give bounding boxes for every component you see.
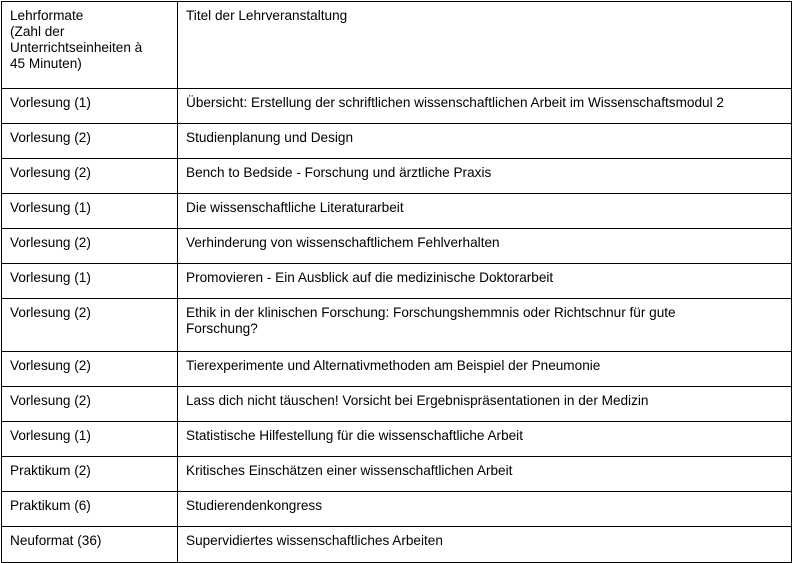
format-cell: Vorlesung (1) xyxy=(2,89,178,124)
table-row xyxy=(2,229,792,264)
header-cell-format xyxy=(2,2,178,89)
table-row xyxy=(2,492,792,527)
title-cell: Statistische Hilfestellung für die wissenschaftliche Arbeit xyxy=(178,422,792,457)
header-format-line: 45 Minuten) xyxy=(10,56,82,71)
table-row xyxy=(2,422,792,457)
table-row xyxy=(2,124,792,159)
title-cell: Tierexperimente und Alternativmethoden am Beispiel der Pneumonie xyxy=(178,352,792,387)
format-cell: Vorlesung (1) xyxy=(2,194,178,229)
title-cell: Lass dich nicht täuschen! Vorsicht bei Ergebnispräsentationen in der Medizin xyxy=(178,387,792,422)
table-row xyxy=(2,457,792,492)
format-cell: Vorlesung (2) xyxy=(2,124,178,159)
format-cell: Vorlesung (2) xyxy=(2,299,178,352)
title-cell: Studierendenkongress xyxy=(178,492,792,527)
table-row xyxy=(2,387,792,422)
format-cell: Vorlesung (1) xyxy=(2,264,178,299)
format-cell: Vorlesung (2) xyxy=(2,387,178,422)
course-table xyxy=(1,1,792,563)
table-row xyxy=(2,194,792,229)
header-format-line: Lehrformate xyxy=(10,8,84,23)
title-cell: Promovieren - Ein Ausblick auf die medizinische Doktorarbeit xyxy=(178,264,792,299)
format-cell: Praktikum (6) xyxy=(2,492,178,527)
table-header-row xyxy=(2,2,792,89)
header-cell-title: Titel der Lehrveranstaltung xyxy=(178,2,792,89)
table-row xyxy=(2,159,792,194)
title-cell: Bench to Bedside - Forschung und ärztliche Praxis xyxy=(178,159,792,194)
title-cell: Verhinderung von wissenschaftlichem Fehlverhalten xyxy=(178,229,792,264)
table-row xyxy=(2,264,792,299)
format-cell: Vorlesung (2) xyxy=(2,352,178,387)
title-cell: Kritisches Einschätzen einer wissenschaftlichen Arbeit xyxy=(178,457,792,492)
title-cell: Supervidiertes wissenschaftliches Arbeiten xyxy=(178,527,792,563)
title-cell: Ethik in der klinischen Forschung: Forschungshemmnis oder Richtschnur für gute Forschung? xyxy=(178,299,792,352)
table-row xyxy=(2,352,792,387)
format-cell: Vorlesung (1) xyxy=(2,422,178,457)
format-cell: Praktikum (2) xyxy=(2,457,178,492)
title-cell: Studienplanung und Design xyxy=(178,124,792,159)
table-row xyxy=(2,527,792,563)
header-format-line: (Zahl der xyxy=(10,24,65,39)
table-row xyxy=(2,299,792,352)
format-cell: Vorlesung (2) xyxy=(2,159,178,194)
title-cell: Übersicht: Erstellung der schriftlichen wissenschaftlichen Arbeit im Wissenschaftsmodul 2 xyxy=(178,89,792,124)
title-cell: Die wissenschaftliche Literaturarbeit xyxy=(178,194,792,229)
format-cell: Vorlesung (2) xyxy=(2,229,178,264)
format-cell: Neuformat (36) xyxy=(2,527,178,563)
header-format-line: Unterrichtseinheiten à xyxy=(10,40,143,55)
table-row xyxy=(2,89,792,124)
